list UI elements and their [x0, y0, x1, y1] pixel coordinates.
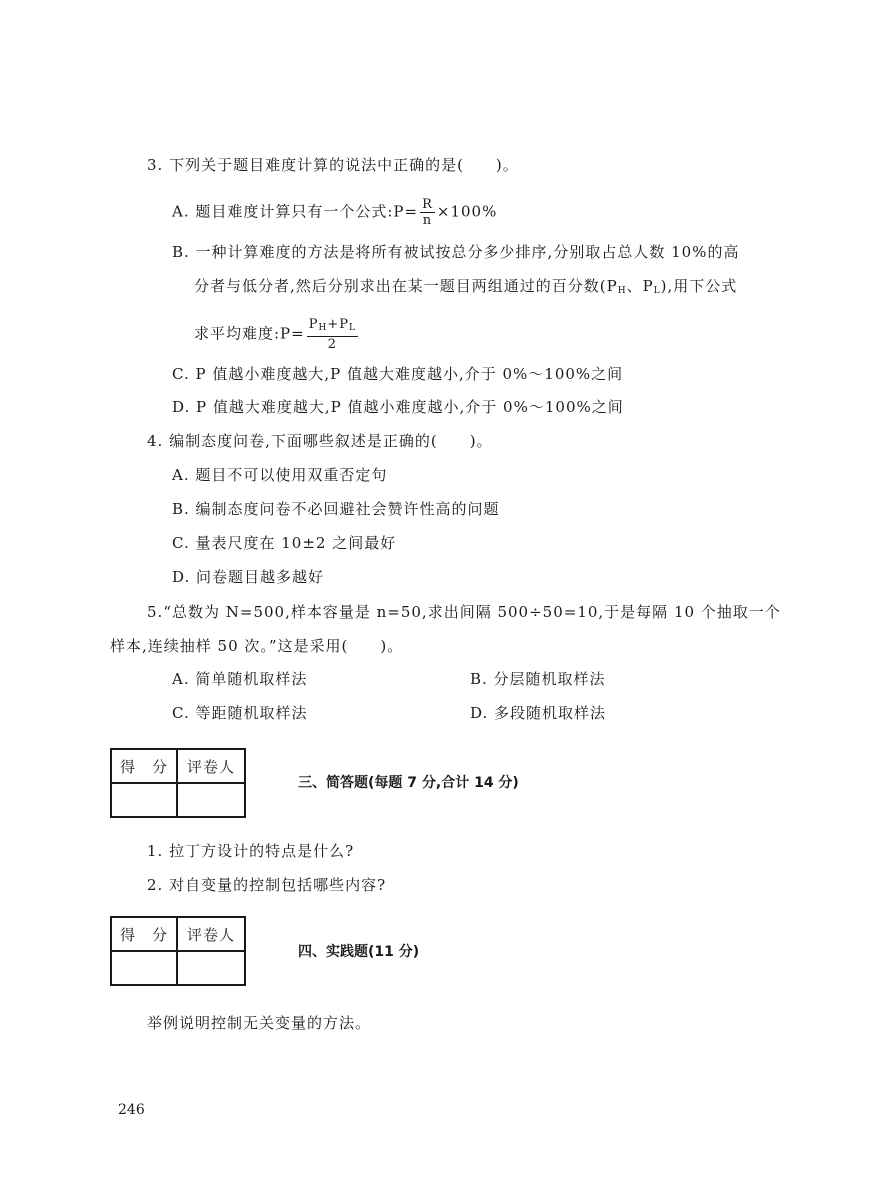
- q3-option-b-text: 分者与低分者,然后分别求出在某一题目两组通过的百分数(P: [194, 277, 618, 295]
- q5-option-b: B. 分层随机取样法: [470, 670, 606, 688]
- fraction-denominator: n: [422, 213, 433, 228]
- score-cell[interactable]: [111, 951, 177, 985]
- q4-option-c: C. 量表尺度在 10±2 之间最好: [172, 534, 397, 552]
- q5-stem-line1: 5.“总数为 N=500,样本容量是 n=50,求出间隔 500÷50=10,于是每隔 10 个抽取一个: [147, 603, 781, 621]
- section4-title: 四、实践题(11 分): [298, 944, 420, 960]
- q5-option-a: A. 简单随机取样法: [172, 670, 308, 688]
- q3-option-a-prefix: A. 题目难度计算只有一个公式:P=: [172, 202, 419, 221]
- score-label: 得 分: [111, 917, 177, 951]
- q3-option-b-sep: 、P: [626, 277, 654, 295]
- q3-option-a: [172, 197, 497, 228]
- q3-option-d: D. P 值越大难度越大,P 值越小难度越小,介于 0%～100%之间: [172, 398, 624, 416]
- grader-cell[interactable]: [177, 783, 245, 817]
- q5-option-d: D. 多段随机取样法: [470, 704, 607, 722]
- page-number: 246: [118, 1102, 145, 1118]
- q3-option-b-line3: [194, 317, 360, 352]
- grader-cell[interactable]: [177, 951, 245, 985]
- q4-stem: 4. 编制态度问卷,下面哪些叙述是正确的( )。: [147, 432, 493, 450]
- score-box-section4: [110, 916, 246, 986]
- q5-stem-line2: 样本,连续抽样 50 次。”这是采用( )。: [110, 637, 404, 655]
- subscript-l: L: [653, 286, 661, 296]
- section3-q2: 2. 对自变量的控制包括哪些内容?: [147, 876, 387, 894]
- q3-stem: 3. 下列关于题目难度计算的说法中正确的是( )。: [147, 156, 519, 174]
- section3-title: 三、简答题(每题 7 分,合计 14 分): [298, 775, 519, 791]
- frac-plus-p: +P: [327, 317, 349, 332]
- q4-option-b: B. 编制态度问卷不必回避社会赞许性高的问题: [172, 500, 500, 518]
- q3-option-c: C. P 值越小难度越大,P 值越大难度越小,介于 0%～100%之间: [172, 365, 624, 383]
- grader-label: 评卷人: [177, 917, 245, 951]
- q3-option-b-text-end: ),用下公式: [660, 277, 738, 295]
- subscript-h: H: [318, 323, 328, 333]
- score-label: 得 分: [111, 749, 177, 783]
- fraction-numerator: [307, 317, 358, 337]
- fraction-numerator: R: [422, 197, 433, 212]
- grader-label: 评卷人: [177, 749, 245, 783]
- q3-option-b-fraction: [307, 317, 358, 352]
- q4-option-d: D. 问卷题目越多越好: [172, 568, 325, 586]
- q3-option-a-fraction: [420, 197, 435, 228]
- q3-option-b-line2: [194, 276, 737, 301]
- q3-option-b-line1: B. 一种计算难度的方法是将所有被试按总分多少排序,分别取占总人数 10%的高: [172, 243, 740, 261]
- subscript-l: L: [348, 323, 356, 333]
- q3-option-b-formula-prefix: 求平均难度:P=: [194, 324, 305, 343]
- section3-q1: 1. 拉丁方设计的特点是什么?: [147, 842, 355, 860]
- q5-option-c: C. 等距随机取样法: [172, 704, 308, 722]
- q4-option-a: A. 题目不可以使用双重否定句: [172, 466, 388, 484]
- frac-p: P: [308, 317, 319, 332]
- fraction-denominator: 2: [327, 337, 337, 352]
- q3-option-a-suffix: ×100%: [436, 202, 498, 221]
- score-cell[interactable]: [111, 783, 177, 817]
- section4-question: 举例说明控制无关变量的方法。: [147, 1014, 372, 1032]
- score-box-section3: [110, 748, 246, 818]
- subscript-h: H: [617, 286, 627, 296]
